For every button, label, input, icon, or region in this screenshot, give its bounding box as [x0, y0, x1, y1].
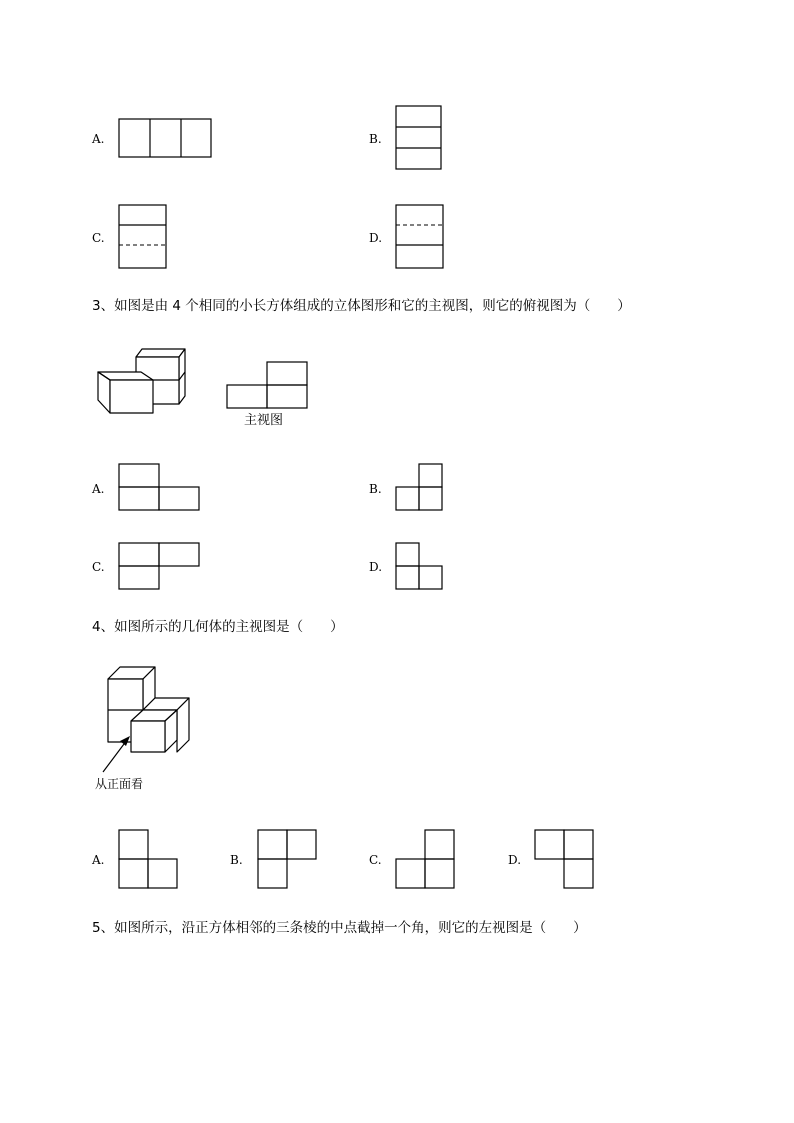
q4-option-a-label: A. [92, 853, 105, 867]
q2-option-b-label: B. [369, 132, 382, 146]
q2-option-b-figure [395, 105, 443, 173]
q2-option-c-figure [118, 204, 168, 272]
q4-text: 4、如图所示的几何体的主视图是（ ） [92, 619, 344, 635]
q3-option-c-label: C. [92, 560, 105, 574]
q3-main-view-caption: 主视图 [244, 413, 284, 428]
q2-option-d-label: D. [369, 231, 383, 245]
q3-option-a-label: A. [92, 482, 105, 496]
q4-from-front-caption: 从正面看 [95, 777, 144, 791]
q4-option-a-figure [118, 829, 180, 891]
q3-main-view-figure [226, 361, 310, 411]
q4-option-b-label: B. [230, 853, 243, 867]
q3-option-d-figure [395, 542, 445, 592]
q2-option-a-label: A. [92, 132, 105, 146]
q2-option-c-label: C. [92, 231, 105, 245]
q5-text: 5、如图所示，沿正方体相邻的三条棱的中点截掉一个角，则它的左视图是（ ） [92, 920, 587, 936]
q4-option-c-label: C. [369, 853, 382, 867]
q3-text: 3、如图是由 4 个相同的小长方体组成的立体图形和它的主视图，则它的俯视图为（ ） [92, 298, 631, 314]
q2-option-a-figure [118, 118, 214, 160]
q3-option-c-figure [118, 542, 202, 592]
q4-option-b-figure [257, 829, 319, 891]
q4-option-c-figure [395, 829, 457, 891]
q3-option-a-figure [118, 463, 202, 513]
q2-option-d-figure [395, 204, 445, 272]
q4-solid-figure [100, 664, 192, 774]
q3-option-b-label: B. [369, 482, 382, 496]
q4-option-d-label: D. [508, 853, 522, 867]
q3-option-b-figure [395, 463, 445, 513]
q4-option-d-figure [534, 829, 596, 891]
q3-option-d-label: D. [369, 560, 383, 574]
q3-solid-figure [94, 346, 190, 418]
